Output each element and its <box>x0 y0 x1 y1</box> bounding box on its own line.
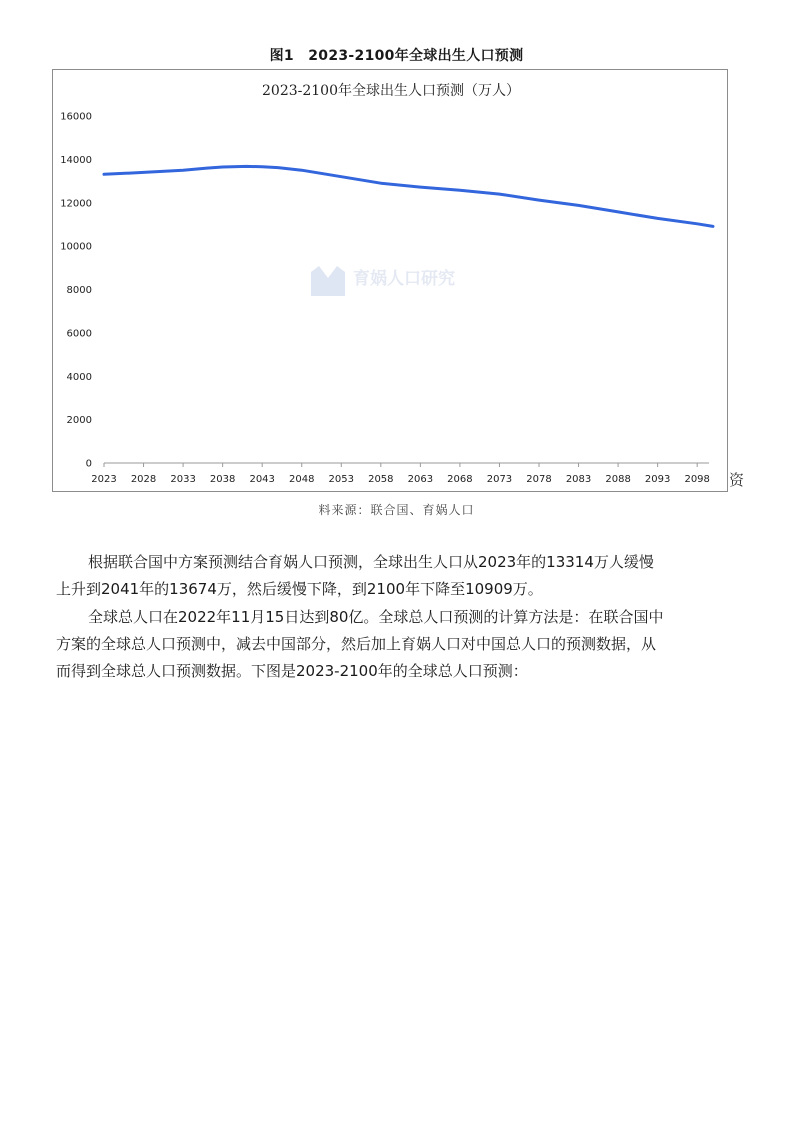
paragraph-line: 而得到全球总人口预测数据。下图是2023-2100年的全球总人口预测： <box>56 662 528 680</box>
y-tick-label: 2000 <box>66 415 92 427</box>
x-tick-label: 2073 <box>486 474 513 485</box>
chart-frame <box>52 69 728 492</box>
x-tick-label: 2063 <box>407 474 434 485</box>
x-tick-label: 2093 <box>644 474 671 485</box>
paragraph-line: 上升到2041年的13674万，然后缓慢下降，到2100年下降至10909万。 <box>56 580 543 598</box>
chart-title: 2023-2100年全球出生人口预测（万人） <box>262 83 520 99</box>
y-tick-label: 14000 <box>60 154 92 166</box>
watermark-text: 育娲人口研究 <box>353 269 455 289</box>
watermark-logo-icon <box>311 266 345 296</box>
paragraph-line: 根据联合国中方案预测结合育娲人口预测，全球出生人口从2023年的13314万人缓慢 <box>88 553 654 571</box>
x-tick-label: 2088 <box>605 474 631 485</box>
x-tick-label: 2078 <box>526 474 552 485</box>
y-tick-label: 16000 <box>60 111 92 123</box>
x-tick-label: 2038 <box>209 474 236 485</box>
source-note: 料来源：联合国、育娲人口 <box>318 503 475 517</box>
y-tick-label: 0 <box>85 458 92 470</box>
y-tick-label: 6000 <box>66 328 92 340</box>
figure-caption: 图1 2023-2100年全球出生人口预测 <box>269 48 524 64</box>
paragraph-births <box>56 549 744 603</box>
x-tick-label: 2083 <box>565 474 592 485</box>
paragraph-line: 方案的全球总人口预测中，减去中国部分，然后加上育娲人口对中国总人口的预测数据，从 <box>56 635 657 653</box>
x-tick-label: 2098 <box>684 474 710 485</box>
x-tick-label: 2028 <box>130 474 157 485</box>
paragraph-population <box>56 604 744 685</box>
x-tick-label: 2048 <box>289 474 315 485</box>
x-tick-label: 2043 <box>249 474 275 485</box>
y-tick-label: 4000 <box>66 371 92 383</box>
source-tail-char: 资 <box>729 471 745 489</box>
line-chart <box>53 70 729 493</box>
paragraph-line: 全球总人口在2022年11月15日达到80亿。全球总人口预测的计算方法是：在联合国中 <box>88 608 664 626</box>
x-tick-label: 2053 <box>328 474 354 485</box>
series-line <box>104 166 713 226</box>
y-tick-label: 8000 <box>66 285 92 296</box>
y-tick-label: 10000 <box>60 241 92 253</box>
y-tick-label: 12000 <box>60 198 92 210</box>
x-tick-label: 2023 <box>91 474 117 485</box>
watermark <box>311 266 455 296</box>
x-tick-label: 2058 <box>368 474 394 485</box>
x-tick-label: 2068 <box>447 474 473 485</box>
x-tick-label: 2033 <box>170 474 196 485</box>
